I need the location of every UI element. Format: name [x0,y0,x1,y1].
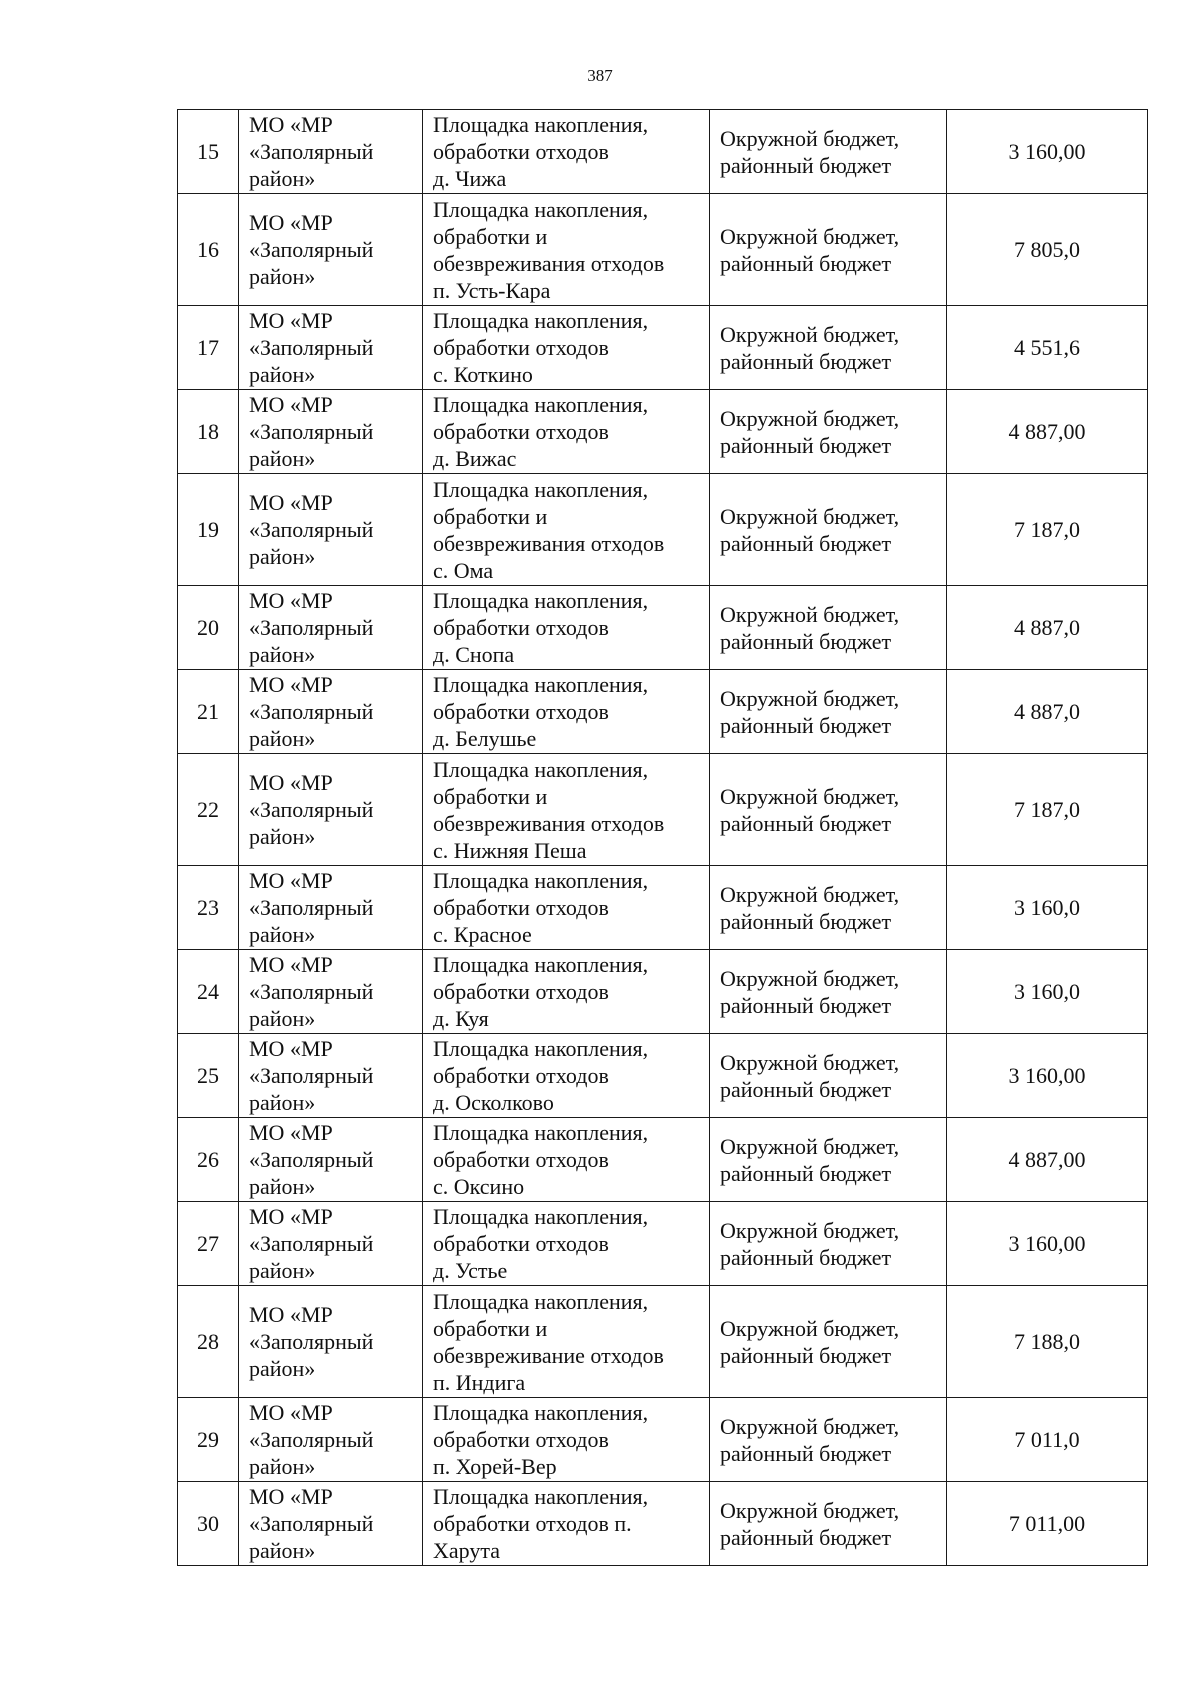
amount-cell: 4 887,00 [947,390,1148,474]
row-number-cell: 21 [178,670,239,754]
object-cell: Площадка накопления, обработки отходов п. Хорей-Вер [423,1398,710,1482]
table-row [178,950,1148,1034]
object-cell: Площадка накопления, обработки отходов д. Осколково [423,1034,710,1118]
owner-cell: МО «МР «Заполярный район» [239,754,423,866]
row-number-cell: 26 [178,1118,239,1202]
funding-source-cell: Окружной бюджет, районный бюджет [710,1202,947,1286]
owner-cell: МО «МР «Заполярный район» [239,1118,423,1202]
owner-cell: МО «МР «Заполярный район» [239,1202,423,1286]
amount-cell: 3 160,00 [947,1202,1148,1286]
owner-cell: МО «МР «Заполярный район» [239,950,423,1034]
owner-cell: МО «МР «Заполярный район» [239,194,423,306]
funding-source-cell: Окружной бюджет, районный бюджет [710,390,947,474]
table-row [178,194,1148,306]
amount-cell: 7 011,00 [947,1482,1148,1566]
funding-source-cell: Окружной бюджет, районный бюджет [710,110,947,194]
owner-cell: МО «МР «Заполярный район» [239,1286,423,1398]
row-number-cell: 29 [178,1398,239,1482]
row-number-cell: 23 [178,866,239,950]
owner-cell: МО «МР «Заполярный район» [239,670,423,754]
amount-cell: 4 551,6 [947,306,1148,390]
object-cell: Площадка накопления, обработки и обезвреживания отходов п. Усть-Кара [423,194,710,306]
amount-cell: 3 160,00 [947,1034,1148,1118]
table-row [178,110,1148,194]
row-number-cell: 17 [178,306,239,390]
registry-table-body [178,110,1148,1566]
funding-source-cell: Окружной бюджет, районный бюджет [710,866,947,950]
object-cell: Площадка накопления, обработки отходов д. Чижа [423,110,710,194]
table-row [178,474,1148,586]
table-row [178,1034,1148,1118]
table-row [178,306,1148,390]
object-cell: Площадка накопления, обработки отходов с. Оксино [423,1118,710,1202]
funding-source-cell: Окружной бюджет, районный бюджет [710,306,947,390]
table-row [178,586,1148,670]
funding-source-cell: Окружной бюджет, районный бюджет [710,194,947,306]
table-row [178,1118,1148,1202]
owner-cell: МО «МР «Заполярный район» [239,1398,423,1482]
row-number-cell: 16 [178,194,239,306]
amount-cell: 7 805,0 [947,194,1148,306]
table-row [178,670,1148,754]
funding-source-cell: Окружной бюджет, районный бюджет [710,1034,947,1118]
page-number: 387 [587,66,613,85]
funding-source-cell: Окружной бюджет, районный бюджет [710,1286,947,1398]
row-number-cell: 19 [178,474,239,586]
object-cell: Площадка накопления, обработки отходов с. Коткино [423,306,710,390]
row-number-cell: 18 [178,390,239,474]
row-number-cell: 22 [178,754,239,866]
amount-cell: 3 160,0 [947,950,1148,1034]
funding-source-cell: Окружной бюджет, районный бюджет [710,950,947,1034]
object-cell: Площадка накопления, обработки отходов п. Харута [423,1482,710,1566]
row-number-cell: 25 [178,1034,239,1118]
object-cell: Площадка накопления, обработки и обезвреживания отходов с. Нижняя Пеша [423,754,710,866]
table-row [178,1202,1148,1286]
table-row [178,1286,1148,1398]
owner-cell: МО «МР «Заполярный район» [239,586,423,670]
table-row [178,1398,1148,1482]
row-number-cell: 15 [178,110,239,194]
amount-cell: 7 011,0 [947,1398,1148,1482]
funding-source-cell: Окружной бюджет, районный бюджет [710,670,947,754]
owner-cell: МО «МР «Заполярный район» [239,1034,423,1118]
row-number-cell: 24 [178,950,239,1034]
table-row [178,390,1148,474]
owner-cell: МО «МР «Заполярный район» [239,1482,423,1566]
owner-cell: МО «МР «Заполярный район» [239,474,423,586]
amount-cell: 3 160,0 [947,866,1148,950]
amount-cell: 7 188,0 [947,1286,1148,1398]
amount-cell: 7 187,0 [947,754,1148,866]
funding-source-cell: Окружной бюджет, районный бюджет [710,1118,947,1202]
amount-cell: 4 887,0 [947,670,1148,754]
object-cell: Площадка накопления, обработки и обезвреживание отходов п. Индига [423,1286,710,1398]
owner-cell: МО «МР «Заполярный район» [239,110,423,194]
registry-table [177,109,1148,1566]
object-cell: Площадка накопления, обработки отходов д. Куя [423,950,710,1034]
object-cell: Площадка накопления, обработки отходов с. Красное [423,866,710,950]
funding-source-cell: Окружной бюджет, районный бюджет [710,474,947,586]
funding-source-cell: Окружной бюджет, районный бюджет [710,586,947,670]
object-cell: Площадка накопления, обработки отходов д. Устье [423,1202,710,1286]
object-cell: Площадка накопления, обработки и обезвреживания отходов с. Ома [423,474,710,586]
amount-cell: 7 187,0 [947,474,1148,586]
owner-cell: МО «МР «Заполярный район» [239,390,423,474]
amount-cell: 4 887,00 [947,1118,1148,1202]
row-number-cell: 27 [178,1202,239,1286]
funding-source-cell: Окружной бюджет, районный бюджет [710,1398,947,1482]
object-cell: Площадка накопления, обработки отходов д. Снопа [423,586,710,670]
owner-cell: МО «МР «Заполярный район» [239,866,423,950]
amount-cell: 4 887,0 [947,586,1148,670]
row-number-cell: 20 [178,586,239,670]
row-number-cell: 30 [178,1482,239,1566]
table-row [178,754,1148,866]
object-cell: Площадка накопления, обработки отходов д. Вижас [423,390,710,474]
amount-cell: 3 160,00 [947,110,1148,194]
row-number-cell: 28 [178,1286,239,1398]
table-row [178,866,1148,950]
funding-source-cell: Окружной бюджет, районный бюджет [710,754,947,866]
owner-cell: МО «МР «Заполярный район» [239,306,423,390]
funding-source-cell: Окружной бюджет, районный бюджет [710,1482,947,1566]
object-cell: Площадка накопления, обработки отходов д. Белушье [423,670,710,754]
table-row [178,1482,1148,1566]
